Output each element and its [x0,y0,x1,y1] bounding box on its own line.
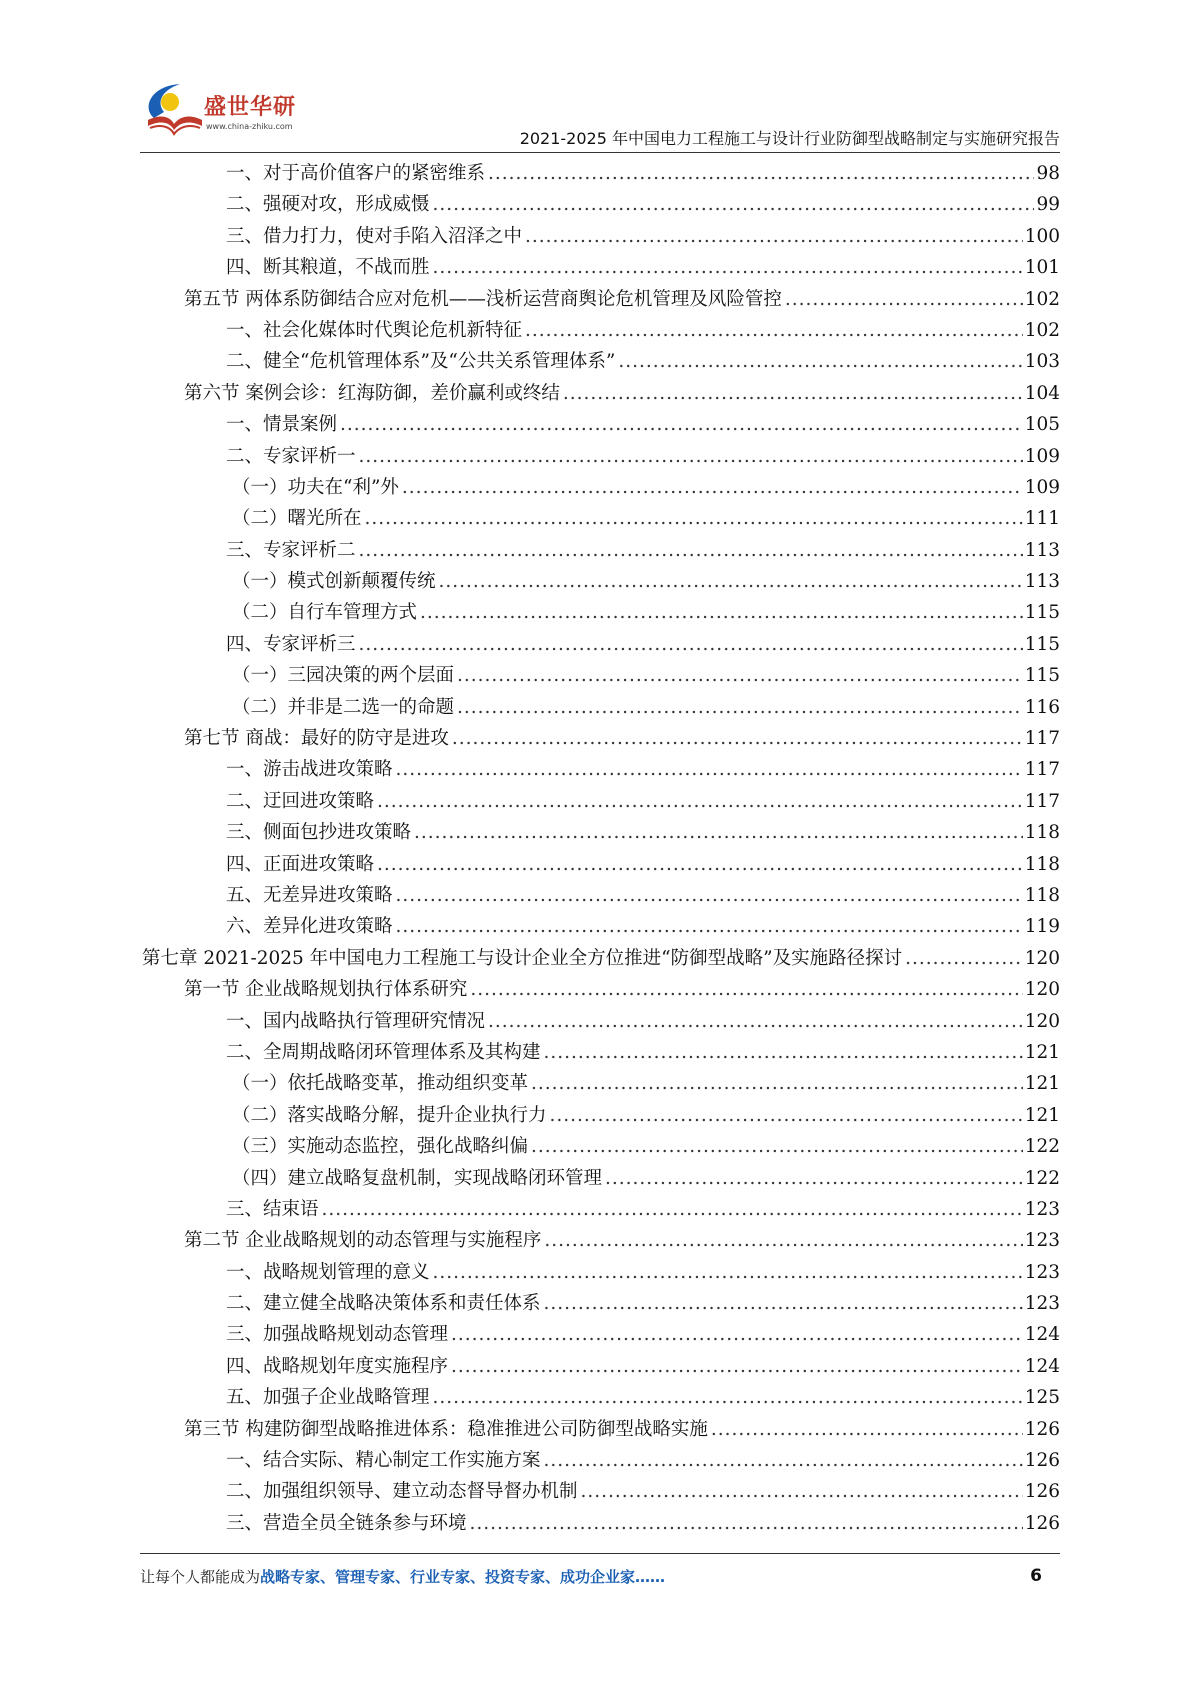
toc-entry[interactable] [140,1006,1060,1037]
toc-leader-dots [525,221,1023,252]
toc-entry[interactable] [140,535,1060,566]
toc-entry[interactable] [140,1257,1060,1288]
toc-entry-page: 118 [1024,884,1060,906]
toc-entry-title: （二）落实战略分解，提升企业执行力 [232,1104,547,1126]
toc-entry-title: （四）建立战略复盘机制，实现战略闭环管理 [232,1167,603,1189]
toc-entry-title: （一）依托战略变革，推动组织变革 [232,1073,529,1095]
toc-entry-page: 120 [1024,947,1060,969]
toc-entry[interactable] [140,221,1060,252]
header-divider [140,152,1060,153]
toc-entry-title: （一）三园决策的两个层面 [232,665,455,687]
toc-entry[interactable] [140,1445,1060,1476]
toc-leader-dots [377,849,1023,880]
toc-leader-dots [470,1508,1023,1539]
toc-leader-dots [785,284,1023,315]
toc-entry-page: 117 [1024,790,1060,812]
toc-entry-title: 二、全周期战略闭环管理体系及其构建 [226,1041,541,1063]
toc-entry-title: 第五节 两体系防御结合应对危机——浅析运营商舆论危机管理及风险管控 [184,288,782,310]
toc-entry[interactable] [140,629,1060,660]
toc-entry-title: 四、正面进攻策略 [226,853,375,875]
page-number: 6 [1030,1566,1042,1586]
toc-entry-page: 100 [1024,225,1060,247]
toc-entry-page: 102 [1024,319,1060,341]
toc-entry[interactable] [140,346,1060,377]
footer-divider [140,1553,1060,1554]
page-header [140,80,1060,150]
toc-entry-page: 118 [1024,853,1060,875]
toc-entry-title: 第三节 构建防御型战略推进体系：稳准推进公司防御型战略实施 [184,1418,708,1440]
book-swoosh-icon [140,80,204,140]
toc-leader-dots [905,943,1023,974]
toc-entry[interactable] [140,1319,1060,1350]
toc-leader-dots [365,503,1023,534]
toc-entry[interactable] [140,1351,1060,1382]
toc-leader-dots [525,315,1023,346]
toc-entry-title: 一、社会化媒体时代舆论危机新特征 [226,319,523,341]
toc-entry-title: 三、专家评析二 [226,539,356,561]
toc-entry-page: 123 [1024,1230,1060,1252]
toc-entry[interactable] [140,1225,1060,1256]
toc-entry-page: 120 [1024,979,1060,1001]
toc-entry-title: （一）功夫在“利”外 [232,476,399,498]
toc-leader-dots [531,1131,1023,1162]
toc-entry-title: 一、对于高价值客户的紧密维系 [226,163,486,184]
toc-leader-dots [488,158,1034,189]
toc-entry-page: 126 [1024,1481,1060,1503]
toc-entry[interactable] [140,1194,1060,1225]
toc-leader-dots [531,1068,1023,1099]
toc-entry-title: 二、加强组织领导、建立动态督导督办机制 [226,1481,578,1503]
toc-leader-dots [544,1225,1022,1256]
toc-leader-dots [402,472,1023,503]
toc-entry-title: 四、断其粮道，不战而胜 [226,257,430,279]
toc-entry-page: 117 [1024,728,1060,750]
toc-entry-title: 四、专家评析三 [226,633,356,655]
toc-leader-dots [550,1100,1023,1131]
toc-entry[interactable] [140,911,1060,942]
toc-entry[interactable] [140,1288,1060,1319]
toc-entry[interactable] [140,1476,1060,1507]
toc-leader-dots [396,880,1023,911]
toc-entry[interactable] [140,1414,1060,1445]
toc-leader-dots [396,911,1023,942]
toc-entry[interactable] [140,1100,1060,1131]
toc-leader-dots [433,1382,1023,1413]
toc-entry-page: 122 [1024,1167,1060,1189]
toc-entry[interactable] [140,1037,1060,1068]
toc-entry-page: 121 [1024,1041,1060,1063]
toc-entry[interactable] [140,378,1060,409]
toc-leader-dots [451,1319,1023,1350]
footer-slogan-emphasis: 战略专家、管理专家、行业专家、投资专家、成功企业家…… [260,1568,666,1586]
toc-entry[interactable] [140,597,1060,628]
toc-entry-title: 四、战略规划年度实施程序 [226,1355,449,1377]
toc-entry-page: 102 [1024,288,1060,310]
toc-entry-page: 125 [1024,1387,1060,1409]
toc-entry[interactable] [140,252,1060,283]
toc-leader-dots [451,1351,1023,1382]
toc-leader-dots [359,629,1023,660]
toc-entry-title: 一、情景案例 [226,414,338,436]
toc-entry-title: 五、无差异进攻策略 [226,884,393,906]
toc-entry[interactable] [140,284,1060,315]
toc-entry-title: 一、国内战略执行管理研究情况 [226,1010,486,1032]
toc-entry-page: 124 [1024,1355,1060,1377]
toc-entry-title: 三、营造全员全链条参与环境 [226,1512,467,1534]
toc-entry-page: 104 [1024,382,1060,404]
toc-leader-dots [420,597,1023,628]
toc-entry-page: 120 [1024,1010,1060,1032]
toc-leader-dots [359,441,1023,472]
toc-entry[interactable] [140,441,1060,472]
logo-name: 盛世华研 [204,95,297,120]
toc-leader-dots [457,660,1023,691]
table-of-contents [140,158,1060,1539]
toc-leader-dots [563,378,1023,409]
toc-entry-title: 三、侧面包抄进攻策略 [226,822,412,844]
toc-entry-page: 109 [1024,476,1060,498]
toc-entry-page: 124 [1024,1324,1060,1346]
toc-entry-title: （二）并非是二选一的命题 [232,696,455,718]
toc-entry[interactable] [140,1382,1060,1413]
toc-entry-page: 101 [1024,257,1060,279]
toc-entry[interactable] [140,849,1060,880]
toc-entry-page: 123 [1024,1198,1060,1220]
toc-entry-title: 第二节 企业战略规划的动态管理与实施程序 [184,1230,542,1252]
toc-leader-dots [605,1163,1023,1194]
toc-entry-title: 六、差异化进攻策略 [226,916,393,938]
toc-entry[interactable] [140,1131,1060,1162]
toc-entry[interactable] [140,503,1060,534]
toc-entry-page: 109 [1024,445,1060,467]
toc-leader-dots [433,1257,1023,1288]
toc-entry-title: 二、专家评析一 [226,445,356,467]
toc-entry-page: 123 [1024,1293,1060,1315]
toc-entry[interactable] [140,723,1060,754]
toc-entry-page: 126 [1024,1418,1060,1440]
toc-leader-dots [544,1288,1023,1319]
toc-entry-page: 126 [1024,1450,1060,1472]
toc-entry-page: 103 [1024,351,1060,373]
toc-entry[interactable] [140,943,1060,974]
toc-entry-page: 113 [1024,539,1060,561]
toc-leader-dots [452,723,1023,754]
toc-entry-page: 119 [1024,916,1060,938]
toc-entry-page: 118 [1024,822,1060,844]
toc-entry-title: 一、游击战进攻策略 [226,759,393,781]
toc-entry-page: 111 [1024,508,1060,530]
toc-entry-page: 115 [1024,665,1060,687]
toc-entry[interactable] [140,754,1060,785]
toc-leader-dots [433,189,1035,220]
toc-entry[interactable] [140,692,1060,723]
toc-entry-page: 99 [1036,194,1060,216]
toc-entry-title: 二、建立健全战略决策体系和责任体系 [226,1293,541,1315]
toc-leader-dots [488,1006,1023,1037]
toc-leader-dots [396,754,1023,785]
toc-entry-title: （二）自行车管理方式 [232,602,418,624]
toc-entry-title: 第七章 2021-2025 年中国电力工程施工与设计企业全方位推进“防御型战略”及实施路径探讨 [142,947,903,969]
toc-entry-page: 113 [1024,571,1060,593]
toc-entry-page: 126 [1024,1512,1060,1534]
toc-entry[interactable] [140,880,1060,911]
toc-leader-dots [544,1037,1023,1068]
toc-entry-title: 第一节 企业战略规划执行体系研究 [184,979,468,1001]
toc-leader-dots [414,817,1023,848]
toc-leader-dots [433,252,1023,283]
toc-leader-dots [711,1414,1023,1445]
toc-entry[interactable] [140,1508,1060,1539]
toc-entry-title: （一）模式创新颠覆传统 [232,571,436,593]
toc-leader-dots [470,974,1022,1005]
toc-leader-dots [618,346,1022,377]
toc-entry-title: 三、加强战略规划动态管理 [226,1324,449,1346]
toc-entry-title: 第六节 案例会诊：红海防御，差价赢利或终结 [184,382,560,404]
toc-entry-page: 105 [1024,414,1060,436]
toc-entry-page: 117 [1024,759,1060,781]
toc-entry-page: 115 [1024,602,1060,624]
toc-entry-title: 一、战略规划管理的意义 [226,1261,430,1283]
toc-leader-dots [439,566,1023,597]
toc-entry[interactable] [140,1163,1060,1194]
toc-entry[interactable] [140,409,1060,440]
page-footer [140,1566,1060,1596]
toc-leader-dots [340,409,1023,440]
toc-leader-dots [322,1194,1023,1225]
toc-entry-page: 121 [1024,1073,1060,1095]
toc-entry-title: 三、借力打力，使对手陷入沼泽之中 [226,225,523,247]
toc-entry[interactable] [140,158,1060,189]
toc-leader-dots [581,1476,1023,1507]
toc-entry-title: 第七节 商战：最好的防守是进攻 [184,728,449,750]
toc-leader-dots [359,535,1023,566]
toc-leader-dots [457,692,1023,723]
footer-slogan-prefix: 让每个人都能成为 [140,1568,261,1586]
toc-leader-dots [544,1445,1023,1476]
toc-entry-title: 五、加强子企业战略管理 [226,1387,430,1409]
logo-url: www.china-zhiku.com [206,122,293,131]
toc-entry[interactable] [140,786,1060,817]
toc-leader-dots [377,786,1023,817]
toc-entry[interactable] [140,472,1060,503]
toc-entry[interactable] [140,189,1060,220]
toc-entry[interactable] [140,1068,1060,1099]
toc-entry-title: 三、结束语 [226,1198,319,1220]
toc-entry-title: 二、强硬对攻，形成威慑 [226,194,430,216]
toc-entry-title: （二）曙光所在 [232,508,362,530]
toc-entry[interactable] [140,817,1060,848]
company-logo [140,80,310,144]
toc-entry[interactable] [140,974,1060,1005]
toc-entry-title: （三）实施动态监控，强化战略纠偏 [232,1136,529,1158]
report-title: 2021-2025 年中国电力工程施工与设计行业防御型战略制定与实施研究报告 [519,129,1060,148]
toc-entry-title: 一、结合实际、精心制定工作实施方案 [226,1450,541,1472]
toc-entry-page: 115 [1024,633,1060,655]
toc-entry[interactable] [140,315,1060,346]
toc-entry[interactable] [140,660,1060,691]
toc-entry-page: 98 [1036,163,1060,184]
toc-entry-title: 二、迂回进攻策略 [226,790,375,812]
toc-entry-page: 116 [1024,696,1060,718]
toc-entry-page: 122 [1024,1136,1060,1158]
toc-entry-page: 123 [1024,1261,1060,1283]
toc-entry[interactable] [140,566,1060,597]
toc-entry-page: 121 [1024,1104,1060,1126]
toc-entry-title: 二、健全“危机管理体系”及“公共关系管理体系” [226,351,616,373]
